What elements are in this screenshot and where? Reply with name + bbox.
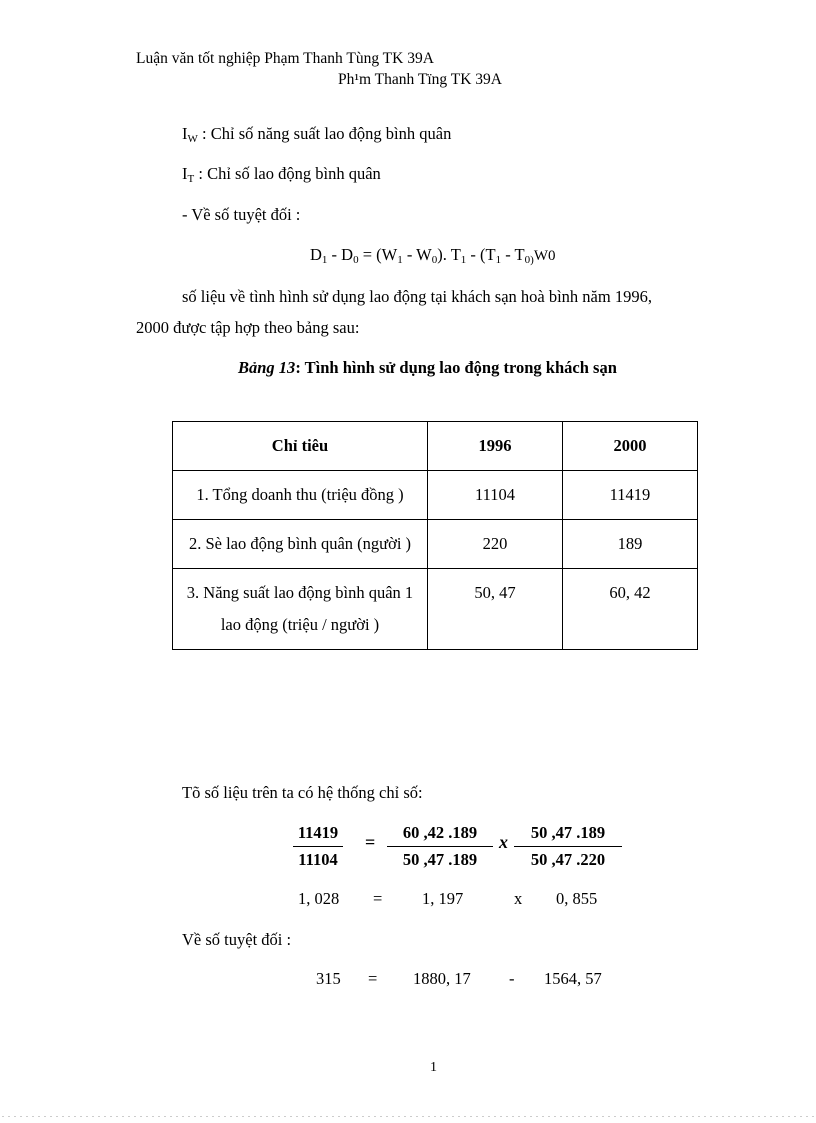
row-value-1996: 220 xyxy=(428,520,563,569)
fraction-revenue-denominator: 11104 xyxy=(298,850,338,869)
row-value-1996: 50, 47 xyxy=(428,569,563,650)
row-value-1996: 11104 xyxy=(428,471,563,520)
paragraph-line-1: số liệu về tình hình sử dụng lao động tại khách sạn hoà bình năm 1996, xyxy=(182,287,652,306)
index-value-op: x xyxy=(514,889,523,908)
fraction-bar xyxy=(387,846,493,847)
fraction-productivity-denominator: 50 ,47 .189 xyxy=(402,850,478,869)
definition-it: $I_T$ : Chỉ số lao động bình quân xyxy=(182,164,381,185)
absolute-value-eq: = xyxy=(368,969,378,988)
table-caption-label: Bảng 13 xyxy=(238,358,296,377)
definition-iw: $I_W$ : Chỉ số năng suất lao động bình quân xyxy=(182,124,452,145)
header-1996: 1996 xyxy=(428,422,563,471)
row-value-2000: 11419 xyxy=(563,471,698,520)
table-row xyxy=(173,471,698,520)
index-value-c: 0, 855 xyxy=(556,889,598,908)
row-label: 2. Sè lao động bình quân (người ) xyxy=(173,520,428,569)
table-row xyxy=(173,520,698,569)
absolute-value-c: 1564, 57 xyxy=(544,969,602,988)
page-number: 1 xyxy=(430,1060,437,1075)
row-label: 3. Năng suất lao động bình quân 1 lao động (triệu / người ) xyxy=(173,569,428,650)
table-caption xyxy=(238,358,617,378)
fraction-times: x xyxy=(499,832,508,852)
row-value-2000: 189 xyxy=(563,520,698,569)
fraction-bar xyxy=(293,846,343,847)
fraction-equals: = xyxy=(365,832,376,852)
paragraph-line-2: 2000 được tập hợp theo bảng sau: xyxy=(136,318,360,337)
fraction-revenue xyxy=(293,822,343,871)
fraction-productivity xyxy=(387,822,493,871)
absolute-heading-2: Về số tuyệt đối : xyxy=(182,930,292,949)
index-intro: Tõ số liệu trên ta có hệ thống chỉ số: xyxy=(182,783,423,802)
index-value-b: 1, 197 xyxy=(422,889,464,908)
fraction-labor-denominator: 50 ,47 .220 xyxy=(530,850,606,869)
fraction-bar xyxy=(514,846,622,847)
page-bottom-border xyxy=(0,1116,816,1117)
labor-usage-table xyxy=(172,421,698,650)
row-label: 1. Tổng doanh thu (triệu đồng ) xyxy=(173,471,428,520)
formula-difference: $D_1 - D_0 = (W_1 - W_0)$. $T_1 - (T_1 - T_{0)}W0$ xyxy=(310,245,556,266)
fraction-labor-numerator: 50 ,47 .189 xyxy=(530,823,606,842)
absolute-value-b: 1880, 17 xyxy=(413,969,471,988)
table-caption-text: : Tình hình sử dụng lao động trong khách sạn xyxy=(295,358,617,377)
fraction-productivity-numerator: 60 ,42 .189 xyxy=(402,823,478,842)
absolute-value-op: - xyxy=(509,969,515,988)
fraction-labor xyxy=(514,822,622,871)
header-criteria: Chỉ tiêu xyxy=(173,422,428,471)
absolute-value-a: 315 xyxy=(316,969,341,988)
table-header-row xyxy=(173,422,698,471)
table-row xyxy=(173,569,698,650)
header-2000: 2000 xyxy=(563,422,698,471)
index-value-a: 1, 028 xyxy=(298,889,340,908)
row-value-2000: 60, 42 xyxy=(563,569,698,650)
absolute-heading: - Về số tuyệt đối : xyxy=(182,205,301,224)
fraction-revenue-numerator: 11419 xyxy=(297,823,339,842)
header-line-2: Ph¹m Thanh Tïng TK 39A xyxy=(338,71,502,88)
header-line-1: Luận văn tốt nghiệp Phạm Thanh Tùng TK 39A xyxy=(136,50,434,67)
index-value-eq: = xyxy=(373,889,383,908)
